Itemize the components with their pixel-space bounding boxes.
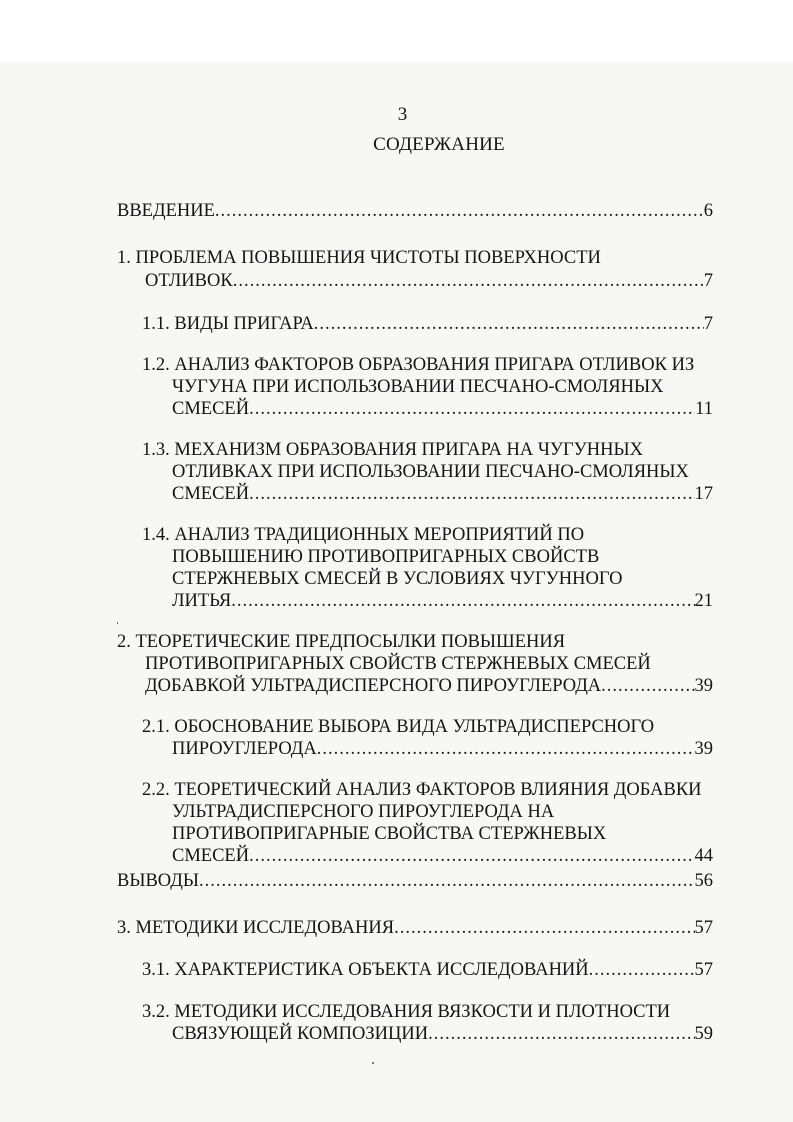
scan-speck [117,622,118,624]
toc-entry-line: 2.1. ОБОСНОВАНИЕ ВЫБОРА ВИДА УЛЬТРАДИСПЕРСНОГО [142,717,655,737]
toc-entry-text: ЛИТЬЯ [172,591,232,611]
toc-entry-line-with-page [145,270,713,292]
toc-entry-line-with-page [117,870,713,892]
toc-page-number: 21 [694,591,713,611]
dot-leader [215,200,704,222]
toc-page-number: 44 [694,846,713,866]
toc-page-number: 57 [694,918,713,938]
toc-entry-line-with-page [117,917,713,939]
toc-entry-text: СВЯЗУЮЩЕЙ КОМПОЗИЦИИ [172,1024,429,1044]
toc-entry-text: 3.1. ХАРАКТЕРИСТИКА ОБЪЕКТА ИССЛЕДОВАНИЙ [142,960,589,980]
toc-entry-line: ПРОТИВОПРИГАРНЫХ СВОЙСТВ СТЕРЖНЕВЫХ СМЕСЕЙ [145,654,651,674]
toc-entry-line-with-page [172,1023,713,1045]
toc-entry-line-with-page [142,313,713,335]
toc-entry-text: ДОБАВКОЙ УЛЬТРАДИСПЕРСНОГО ПИРОУГЛЕРОДА [145,676,602,696]
toc-entry-line: 3.2. МЕТОДИКИ ИССЛЕДОВАНИЯ ВЯЗКОСТИ И ПЛОТНОСТИ [142,1002,671,1022]
toc-entry-line: ПРОТИВОПРИГАРНЫЕ СВОЙСТВА СТЕРЖНЕВЫХ [172,824,607,844]
toc-entry-text: 1.1. ВИДЫ ПРИГАРА [142,314,314,334]
toc-entry-line-with-page [172,845,713,867]
dot-leader [589,959,695,981]
toc-entry-text: ОТЛИВОК [145,271,233,291]
dot-leader [428,1023,694,1045]
toc-entry-text: ПИРОУГЛЕРОДА [172,739,317,759]
toc-page-number: 59 [694,1024,713,1044]
toc-entry-line: ОТЛИВКАХ ПРИ ИСПОЛЬЗОВАНИИ ПЕСЧАНО-СМОЛЯНЫХ [172,462,689,482]
toc-entry-line: 2.2. ТЕОРЕТИЧЕСКИЙ АНАЛИЗ ФАКТОРОВ ВЛИЯНИЯ ДОБАВКИ [142,780,702,800]
toc-page-number: 56 [694,871,713,891]
page-title: СОДЕРЖАНИЕ [373,134,505,155]
page-number: 3 [397,104,408,125]
dot-leader [317,738,695,760]
toc-entry-line: 1.3. МЕХАНИЗМ ОБРАЗОВАНИЯ ПРИГАРА НА ЧУГУННЫХ [142,440,643,460]
toc-entry-line-with-page [117,200,713,222]
dot-leader [394,917,694,939]
toc-page-number: 39 [694,739,713,759]
toc-entry-line: ЧУГУНА ПРИ ИСПОЛЬЗОВАНИИ ПЕСЧАНО-СМОЛЯНЫХ [172,377,664,397]
toc-entry-text: СМЕСЕЙ [172,484,250,504]
toc-entry-text: СМЕСЕЙ [172,846,250,866]
toc-entry-line-with-page [172,738,713,760]
dot-leader [249,398,695,420]
toc-entry-line-with-page [172,483,713,505]
dot-leader [601,675,694,697]
toc-page-number: 7 [703,271,713,291]
toc-entry-line: 2. ТЕОРЕТИЧЕСКИЕ ПРЕДПОСЫЛКИ ПОВЫШЕНИЯ [117,632,566,652]
toc-entry-text: ВВЕДЕНИЕ [117,201,215,221]
toc-page-number: 11 [695,399,713,419]
toc-entry-text: СМЕСЕЙ [172,399,250,419]
toc-entry-line: 1.4. АНАЛИЗ ТРАДИЦИОННЫХ МЕРОПРИЯТИЙ ПО [142,525,585,545]
toc-page-number: 39 [694,676,713,696]
dot-leader [314,313,704,335]
toc-entry-text: 3. МЕТОДИКИ ИССЛЕДОВАНИЯ [117,918,395,938]
toc-entry-line: 1.2. АНАЛИЗ ФАКТОРОВ ОБРАЗОВАНИЯ ПРИГАРА ОТЛИВОК ИЗ [142,355,695,375]
toc-page-number: 6 [703,201,713,221]
toc-page-number: 17 [694,484,713,504]
toc-entry-line: СТЕРЖНЕВЫХ СМЕСЕЙ В УСЛОВИЯХ ЧУГУННОГО [172,569,623,589]
toc-entry-line: УЛЬТРАДИСПЕРСНОГО ПИРОУГЛЕРОДА НА [172,802,555,822]
toc-page-number: 57 [694,960,713,980]
toc-entry-line-with-page [172,398,713,420]
toc-entry-line: ПОВЫШЕНИЮ ПРОТИВОПРИГАРНЫХ СВОЙСТВ [172,547,600,567]
dot-leader [249,845,694,867]
dot-leader [233,270,704,292]
toc-entry-text: ВЫВОДЫ [117,871,200,891]
scan-speck [372,1062,374,1064]
toc-entry-line-with-page [145,675,713,697]
dot-leader [249,483,694,505]
toc-entry-line: 1. ПРОБЛЕМА ПОВЫШЕНИЯ ЧИСТОТЫ ПОВЕРХНОСТИ [117,248,601,268]
dot-leader [199,870,694,892]
dot-leader [231,590,694,612]
toc-entry-line-with-page [172,590,713,612]
toc-entry-line-with-page [142,959,713,981]
toc-page-number: 7 [703,314,713,334]
